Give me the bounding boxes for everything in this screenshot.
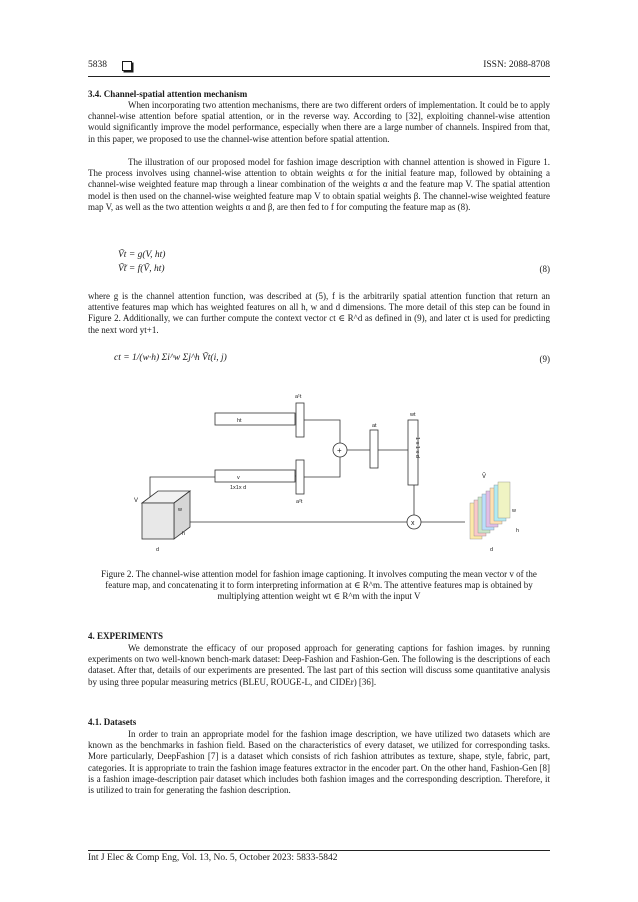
footer-rule <box>88 850 550 851</box>
figure-2-diagram <box>120 385 540 560</box>
label-h: h <box>182 531 186 537</box>
header-rule <box>88 76 550 77</box>
equation-8-line-1: Ṽt = g(V, ht) <box>118 250 166 260</box>
label-wt-dim: 1 x 1 x d <box>414 437 420 458</box>
label-w: w <box>178 507 182 513</box>
a2t-bar <box>296 460 304 494</box>
equation-9: ct = 1/(w·h) Σi^w Σj^h Ṽt(i, j) <box>114 353 227 363</box>
label-a1t: a¹t <box>295 394 302 400</box>
page-number: 5838 <box>88 60 107 70</box>
paragraph: where g is the channel attention function, was described at (5), f is the arbitrarily spatial attention function that return an attentive features map which has weighted features on all h, w and d dimensions. The more detail of this step can be found in Figure 2. Additionally, we can further compute the context vector ct ∈ R^d as defined in (9), and later ct is used for predicting the next word yt+1. <box>88 291 550 335</box>
a1t-bar <box>296 403 304 437</box>
at-bar <box>370 430 378 468</box>
section-heading-4: 4. EXPERIMENTS <box>88 631 164 641</box>
label-d: d <box>156 547 160 553</box>
label-wt: wt <box>410 412 416 418</box>
ht-input-box <box>215 413 295 425</box>
label-v-dim: 1x1x d <box>230 485 247 491</box>
weighted-feature-map-stack <box>470 482 510 539</box>
label-V: V <box>134 498 139 504</box>
page-header <box>88 60 550 74</box>
square-icon <box>122 61 132 71</box>
paragraph: We demonstrate the efficacy of our proposed approach for generating captions for fashion images. by running experiments on two well-known bench-mark dataset: Deep-Fashion and Fashion-Gen. The following is the descriptions of each dataset. After that, details of our experiments are presented. The last part of this section will discuss some quantitative analysis by using three popular measuring metrics (BLEU, ROUGE-L, and CIDEr) [36]. <box>88 643 550 687</box>
label-d2: d <box>490 547 494 553</box>
label-Vtilde: Ṽ <box>482 474 487 480</box>
section-heading-3-4: 3.4. Channel-spatial attention mechanism <box>88 89 248 99</box>
label-v: v <box>237 475 240 481</box>
label-at: at <box>372 423 377 429</box>
label-times: x <box>411 520 415 527</box>
label-a2t: a²t <box>296 499 303 505</box>
label-ht: ht <box>237 418 242 424</box>
section-heading-4-1: 4.1. Datasets <box>88 717 137 727</box>
equation-8-line-2: Ṽ̃t = f(Ṽ, ht) <box>118 264 165 274</box>
label-plus: + <box>337 446 342 455</box>
label-w2: w <box>512 508 516 514</box>
figure-caption: Figure 2. The channel-wise attention model for fashion image captioning. It involves computing the mean vector v of the feature map, and concatenating it to form interpreting information at ∈ R^m. The attentive features map is obtained by multiplying attention weight wt ∈ R^m with the input V <box>101 569 537 602</box>
label-h2: h <box>516 528 520 534</box>
v-vector-box <box>215 470 295 482</box>
paragraph: When incorporating two attention mechanisms, there are two different orders of implementation. It could be to apply channel-wise attention before spatial attention, or in the reverse way. According to [32], exploiting channel-wise attention would significantly improve the model performance, especially when there are a large number of channels. Inspired from that, in this paper, we proposed to use the channel-wise attention before spatial attention. <box>88 100 550 144</box>
equation-number: (9) <box>539 354 550 364</box>
paragraph: The illustration of our proposed model for fashion image description with channel attention is showed in Figure 1. The process involves using channel-wise attention to obtain weights α for the initial feature map, followed by obtaining a channel-wise weighted feature map through a linear combination of the weights α and the feature map V. The spatial attention model is then used on the channel-wise weighted feature map V to obtain spatial weights β. The channel-wise weighted feature map V, as well as the two attention weights α and β, are then fed to f for computing the feature map as (8). <box>88 157 550 212</box>
footer-citation: Int J Elec & Comp Eng, Vol. 13, No. 5, October 2023: 5833-5842 <box>88 853 338 863</box>
issn: ISSN: 2088-8708 <box>483 60 550 70</box>
paragraph: In order to train an appropriate model for the fashion image description, we have utilized two datasets which are known as the benchmarks in fashion field. Based on the characteristics of every dataset, we utilized for corresponding tasks. More particularly, DeepFashion [7] is a dataset which consists of rich fashion attributes as texture, shape, style, fabric, part, categories. It is appropriate to train the fashion image features extractor in the encoder part. On the other hand, Fashion-Gen [8] is a fashion image-description pair dataset which includes both fashion images and the corresponding description. Therefore, it is utilized to train for generating the fashion description. <box>88 729 550 796</box>
equation-number: (8) <box>539 264 550 274</box>
